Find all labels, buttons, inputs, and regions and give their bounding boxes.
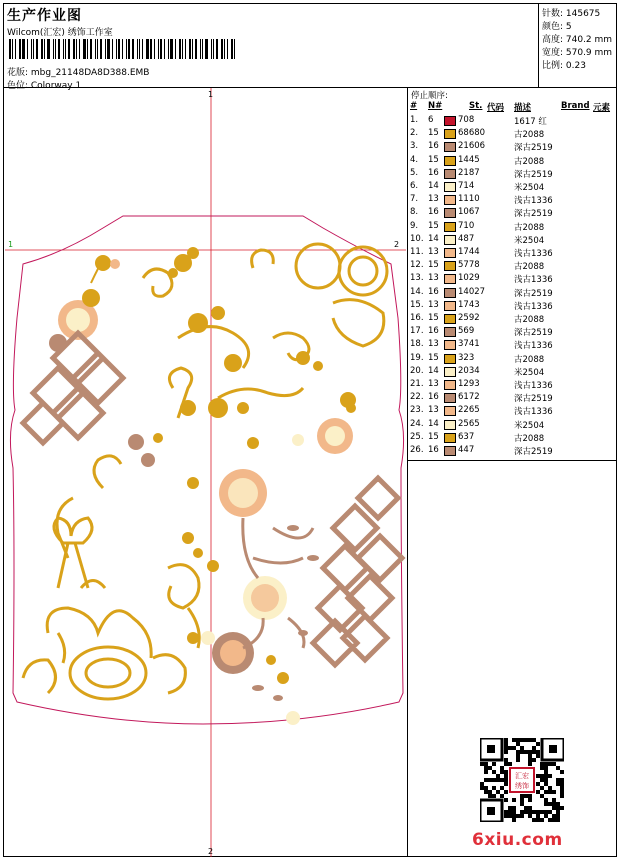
stitch-count: 3741 <box>458 339 480 350</box>
barcode-bar <box>146 39 149 59</box>
barcode-bar <box>90 39 92 59</box>
barcode-bar <box>65 39 66 59</box>
barcode-bar <box>53 39 54 59</box>
needle-number: 13 <box>428 194 439 205</box>
color-swatch <box>444 340 456 350</box>
barcode-bar <box>137 39 138 59</box>
stop-index: 9. <box>410 220 419 231</box>
qr-stamp-text-top: 汇宏 <box>515 772 529 780</box>
color-swatch <box>444 169 456 179</box>
color-swatch <box>444 301 456 311</box>
col-header-stitches: St. <box>469 101 483 111</box>
stop-row <box>408 115 617 128</box>
color-swatch <box>444 222 456 232</box>
color-swatch <box>444 367 456 377</box>
barcode-bar <box>58 39 60 59</box>
design-scale: 比例: 0.23 <box>542 61 586 71</box>
needle-number: 15 <box>428 313 439 323</box>
guide-marker-left: 1 <box>8 240 14 249</box>
color-swatch <box>444 406 456 416</box>
needle-number: 14 <box>428 181 439 191</box>
barcode-bar <box>55 39 56 59</box>
barcode-bar <box>182 39 183 59</box>
company-name: Wilcom(汇宏) 绣饰工作室 <box>7 28 113 38</box>
barcode-bar <box>63 39 64 59</box>
stop-index: 26. <box>410 445 424 455</box>
thread-description: 浅古1336 <box>514 341 553 352</box>
stitch-count: 1293 <box>458 379 480 389</box>
colorway: 色位: Colorway 1 <box>7 81 82 91</box>
barcode-bar <box>107 39 110 59</box>
barcode-bar <box>142 39 143 59</box>
stop-row <box>408 234 617 247</box>
stop-index: 7. <box>410 194 419 205</box>
barcode-bar <box>227 39 228 59</box>
barcode-bar <box>83 39 86 59</box>
color-swatch <box>444 433 456 443</box>
stop-row <box>408 260 617 273</box>
barcode-bar <box>160 39 162 59</box>
stop-index: 3. <box>410 141 419 152</box>
stop-row <box>408 432 617 445</box>
needle-number: 16 <box>428 326 439 337</box>
needle-number: 15 <box>428 154 439 165</box>
thread-description: 米2504 <box>514 183 545 193</box>
stitch-count: 2565 <box>458 418 480 429</box>
thread-description: 古2088 <box>514 222 545 233</box>
thread-description: 古2088 <box>514 130 545 141</box>
stitch-count: 1067 <box>458 207 480 218</box>
diamond-lattice-right <box>313 478 402 665</box>
barcode-bar <box>47 39 50 59</box>
stop-row <box>408 300 617 313</box>
thread-description: 深古2519 <box>514 288 553 299</box>
col-header-description: 描述 <box>514 103 532 113</box>
stop-index: 10. <box>410 233 424 244</box>
needle-number: 13 <box>428 379 439 389</box>
stop-index: 24. <box>410 418 424 429</box>
barcode-bar <box>202 39 203 59</box>
barcode-bar <box>213 39 214 59</box>
stitch-count: 6172 <box>458 392 480 403</box>
design-file: 花版: mbg_21148DA8D388.EMB <box>7 68 150 78</box>
page-title: 生产作业图 <box>7 8 82 24</box>
color-swatch <box>444 446 456 456</box>
stop-index: 8. <box>410 207 419 218</box>
stop-row <box>408 273 617 286</box>
barcode-bar <box>231 39 233 59</box>
barcode-bar <box>158 39 159 59</box>
barcode <box>9 39 237 59</box>
barcode-bar <box>105 39 106 59</box>
stats-panel <box>539 3 617 88</box>
stitch-count: 68680 <box>458 128 486 139</box>
barcode-bar <box>15 39 16 59</box>
barcode-bar <box>189 39 191 59</box>
thread-description: 深古2519 <box>514 447 553 457</box>
color-swatch <box>444 393 456 403</box>
stitch-count: 637 <box>458 431 475 442</box>
thread-description: 深古2519 <box>514 394 553 405</box>
barcode-bar <box>9 39 11 59</box>
barcode-bar <box>132 39 134 59</box>
needle-number: 16 <box>428 286 439 297</box>
color-swatch <box>444 327 456 337</box>
barcode-bar <box>100 39 102 59</box>
thread-description: 浅古1336 <box>514 407 553 418</box>
stitch-count: 14027 <box>458 286 486 297</box>
stitch-count: 1110 <box>458 194 480 205</box>
needle-number: 15 <box>428 220 439 231</box>
needle-number: 14 <box>428 418 439 429</box>
needle-number: 15 <box>428 352 439 363</box>
barcode-bar <box>73 39 75 59</box>
barcode-bar <box>211 39 212 59</box>
stop-index: 2. <box>410 128 419 139</box>
stop-row <box>408 194 617 207</box>
thread-description: 深古2519 <box>514 209 553 220</box>
color-swatch <box>444 129 456 139</box>
col-header-hash: # <box>410 101 418 111</box>
stitch-count: 2265 <box>458 405 480 416</box>
thread-description: 1617 红 <box>514 117 547 127</box>
thread-description: 深古2519 <box>514 169 553 180</box>
barcode-bar <box>44 39 45 59</box>
barcode-bar <box>33 39 34 59</box>
stop-index: 18. <box>410 339 424 350</box>
needle-number: 16 <box>428 141 439 152</box>
stop-row <box>408 221 617 234</box>
stop-sequence-caption: 停止顺序: <box>411 91 448 101</box>
ornate-medallion-bottom-left <box>23 581 185 700</box>
thread-description: 深古2519 <box>514 143 553 154</box>
needle-number: 16 <box>428 167 439 178</box>
stop-index: 14. <box>410 286 424 297</box>
stitch-count: 323 <box>458 352 475 363</box>
color-swatch <box>444 116 456 126</box>
stop-index: 17. <box>410 326 424 337</box>
watermark: 6xiu.com <box>472 830 563 850</box>
stop-index: 25. <box>410 431 424 442</box>
qr-stamp-text-bottom: 绣饰 <box>515 782 529 790</box>
stop-index: 1. <box>410 115 419 125</box>
stop-index: 21. <box>410 379 424 389</box>
stop-index: 6. <box>410 181 419 191</box>
stitch-count: 2592 <box>458 313 480 323</box>
barcode-bar <box>170 39 173 59</box>
stop-sequence-table <box>408 88 617 461</box>
barcode-bar <box>154 39 155 59</box>
stop-index: 22. <box>410 392 424 403</box>
thread-description: 米2504 <box>514 420 545 431</box>
bow-motif <box>54 518 92 588</box>
stop-row <box>408 339 617 352</box>
thread-description: 古2088 <box>514 156 545 167</box>
guide-marker-top: 1 <box>208 90 214 99</box>
barcode-bar <box>19 39 21 59</box>
needle-number: 14 <box>428 233 439 244</box>
color-swatch <box>444 314 456 324</box>
stop-row <box>408 155 617 168</box>
stop-index: 4. <box>410 154 419 165</box>
stitch-count: 708 <box>458 115 475 125</box>
thread-description: 浅古1336 <box>514 381 553 391</box>
needle-number: 13 <box>428 299 439 310</box>
stop-index: 11. <box>410 247 424 257</box>
thread-description: 古2088 <box>514 354 545 365</box>
stop-index: 16. <box>410 313 424 323</box>
col-header-code: 代码 <box>487 103 505 113</box>
ornate-medallion-top-right <box>296 244 387 346</box>
needle-number: 13 <box>428 339 439 350</box>
needle-number: 14 <box>428 365 439 376</box>
needle-number: 15 <box>428 128 439 139</box>
stitch-count: 针数: 145675 <box>542 9 601 19</box>
color-swatch <box>444 208 456 218</box>
thread-description: 古2088 <box>514 262 545 273</box>
stop-index: 19. <box>410 352 424 363</box>
col-header-element: 元素 <box>593 103 611 113</box>
stop-index: 5. <box>410 167 419 178</box>
stop-row <box>408 247 617 260</box>
stop-row <box>408 207 617 220</box>
stitch-count: 5778 <box>458 260 480 271</box>
guide-marker-right: 2 <box>394 240 400 249</box>
barcode-bar <box>95 39 96 59</box>
barcode-bar <box>164 39 165 59</box>
stitch-count: 714 <box>458 181 475 191</box>
needle-number: 15 <box>428 431 439 442</box>
stop-row <box>408 445 617 458</box>
header-panel <box>3 3 539 91</box>
barcode-bar <box>192 39 193 59</box>
garment-outline <box>10 216 403 724</box>
barcode-bar <box>116 39 117 59</box>
barcode-bar <box>175 39 176 59</box>
stitch-count: 1744 <box>458 247 480 257</box>
color-swatch <box>444 248 456 258</box>
diamond-lattice-left <box>23 333 123 443</box>
color-swatch <box>444 420 456 430</box>
stop-index: 20. <box>410 365 424 376</box>
stop-row <box>408 141 617 154</box>
color-swatch <box>444 182 456 192</box>
design-width: 宽度: 570.9 mm <box>542 48 613 58</box>
barcode-bar <box>79 39 80 59</box>
barcode-bar <box>150 39 152 59</box>
thread-description: 米2504 <box>514 367 545 378</box>
stitch-count: 487 <box>458 233 475 244</box>
barcode-bar <box>200 39 201 59</box>
needle-number: 16 <box>428 392 439 403</box>
stitch-count: 1445 <box>458 154 480 165</box>
rose-motif-center <box>128 403 356 725</box>
color-swatch <box>444 354 456 364</box>
stop-row <box>408 326 617 339</box>
stitch-count: 569 <box>458 326 475 337</box>
barcode-bar <box>139 39 140 59</box>
thread-description: 浅古1336 <box>514 275 553 286</box>
barcode-bar <box>195 39 197 59</box>
needle-number: 13 <box>428 273 439 284</box>
stop-row <box>408 379 617 392</box>
thread-description: 浅古1336 <box>514 196 553 207</box>
color-swatch <box>444 142 456 152</box>
barcode-bar <box>221 39 223 59</box>
barcode-bar <box>12 39 13 59</box>
thread-description: 深古2519 <box>514 328 553 339</box>
stitch-count: 1029 <box>458 273 480 284</box>
barcode-bar <box>224 39 225 59</box>
stop-row <box>408 168 617 181</box>
barcode-bar <box>168 39 169 59</box>
needle-number: 16 <box>428 445 439 455</box>
thread-description: 浅古1336 <box>514 301 553 312</box>
col-header-brand: Brand <box>561 101 590 111</box>
barcode-bar <box>118 39 120 59</box>
stop-index: 12. <box>410 260 424 271</box>
needle-number: 6 <box>428 115 434 125</box>
color-count: 颜色: 5 <box>542 22 572 32</box>
thread-description: 米2504 <box>514 235 545 246</box>
stop-index: 23. <box>410 405 424 416</box>
barcode-bar <box>76 39 77 59</box>
stop-row <box>408 128 617 141</box>
design-height: 高度: 740.2 mm <box>542 35 613 45</box>
stop-row <box>408 313 617 326</box>
thread-description: 浅古1336 <box>514 249 553 259</box>
color-swatch <box>444 156 456 166</box>
barcode-bar <box>97 39 98 59</box>
barcode-bar <box>31 39 32 59</box>
guide-marker-bottom: 2 <box>208 847 214 856</box>
barcode-bar <box>179 39 181 59</box>
stop-row <box>408 419 617 432</box>
stop-row <box>408 392 617 405</box>
embroidery-preview <box>3 88 408 857</box>
stitch-count: 1743 <box>458 299 480 310</box>
stop-row <box>408 353 617 366</box>
stitch-count: 2187 <box>458 167 480 178</box>
qr-code <box>480 738 564 822</box>
barcode-bar <box>122 39 123 59</box>
barcode-bar <box>36 39 38 59</box>
color-swatch <box>444 380 456 390</box>
color-swatch <box>444 235 456 245</box>
stitch-count: 710 <box>458 220 475 231</box>
barcode-bar <box>205 39 208 59</box>
barcode-bar <box>216 39 218 59</box>
barcode-bar <box>112 39 113 59</box>
stop-row <box>408 287 617 300</box>
stop-index: 13. <box>410 273 424 284</box>
design-canvas <box>3 88 408 857</box>
color-swatch <box>444 195 456 205</box>
stitch-count: 447 <box>458 445 475 455</box>
stop-index: 15. <box>410 299 424 310</box>
barcode-bar <box>41 39 43 59</box>
thread-description: 古2088 <box>514 433 545 444</box>
barcode-bar <box>68 39 70 59</box>
barcode-bar <box>126 39 127 59</box>
barcode-bar <box>128 39 130 59</box>
col-header-needle: N# <box>428 101 443 111</box>
barcode-bar <box>27 39 28 59</box>
stop-row <box>408 405 617 418</box>
needle-number: 15 <box>428 260 439 271</box>
barcode-bar <box>22 39 25 59</box>
color-swatch <box>444 288 456 298</box>
needle-number: 13 <box>428 405 439 416</box>
stop-row <box>408 181 617 194</box>
needle-number: 13 <box>428 247 439 257</box>
stop-row <box>408 366 617 379</box>
barcode-bar <box>234 39 235 59</box>
barcode-bar <box>185 39 186 59</box>
barcode-bar <box>87 39 88 59</box>
stitch-count: 21606 <box>458 141 486 152</box>
needle-number: 16 <box>428 207 439 218</box>
color-swatch <box>444 261 456 271</box>
thread-description: 古2088 <box>514 315 545 325</box>
color-swatch <box>444 274 456 284</box>
stitch-count: 2034 <box>458 365 480 376</box>
